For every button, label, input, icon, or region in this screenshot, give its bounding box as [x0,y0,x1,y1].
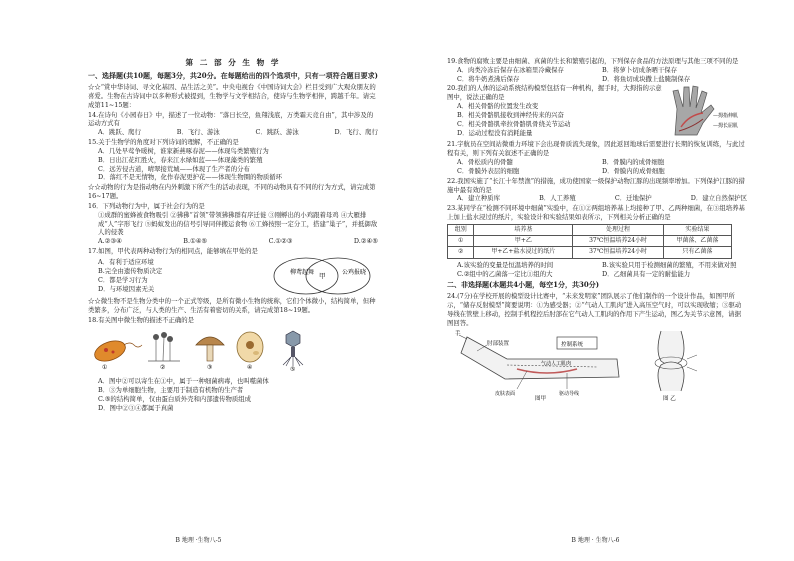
experiment-table [447,224,732,259]
option: A．有利于适应环境 [98,258,154,267]
option: C.⑤的结构简单，仅由蛋白质外壳和内部遗传物质组成 [98,394,252,403]
question-21-options [447,158,747,176]
option: B.①④⑤ [183,237,208,246]
table-cell: 37℃恒温培养24小时 [573,236,663,247]
figure-b-caption: 图 乙 [663,396,676,402]
question-19-options [447,66,747,84]
table-cell: 甲+乙+盐水浸过的纸片 [474,247,573,258]
question-21: 21.宇航员在空间站微重力环境下会出现骨质流失现象，因此返回地球后需要进行长期的恢复训练，与此过程有关，则下列有关叙述不正确的是 [447,140,745,158]
option: A．图中②可以寄生在①中，属于一种细菌病毒，也叫噬菌体 [98,377,269,386]
option: D．与环境因素无关 [98,284,155,293]
table-cell: ② [448,247,474,258]
figure-a-label: 肘部装置 [487,341,510,348]
microbe-label: ② [160,364,166,372]
mold-image [148,332,180,361]
yeast-image [237,332,263,362]
intro-behavior: ☆☆动物的行为是指动物在内外刺激下所产生的活动表现，不同的动物具有不同的行为方式，请完成第16~17题。 [88,183,376,201]
phage-image [283,331,303,366]
table-header: 组别 [448,224,474,235]
microbe-figure [88,327,318,371]
hand-figure [665,83,747,139]
option: B．骨膜内的成骨细胞 [602,158,665,167]
option: C．都是学习行为 [98,275,148,284]
question-20: 20.我们的人体的运动系统结构模型包括有一种机构，握手时，大拇指的示意图中，说法正确的是 [447,84,662,102]
hand-label: —拇指伸肌 [713,113,739,120]
option: B．将萝卜切成条晒干保存 [602,65,677,74]
joint-image [655,331,697,391]
table-cell: 甲+乙 [474,236,573,247]
option: A．相关骨骼的位置发生改变 [457,102,539,111]
part-title: 第 二 部 分 生 物 学 [185,58,281,67]
option: B．飞行、游泳 [176,128,220,137]
option: B．相关骨骼肌接收到神经传来的兴奋 [457,110,564,119]
option: D．将鱼切成块撒上盐腌制保存 [602,74,691,83]
table-header: 处理过程 [573,224,663,235]
option: C．骨膜外表层的细胞 [457,166,520,175]
option: C.②组中的乙菌落一定比①组的大 [457,269,553,278]
venn-diagram [266,256,378,296]
microbe-label: ⑤ [290,366,296,372]
table-cell: 甲菌落、乙菌落 [663,236,731,247]
figure-a-label: 气动人工肌肉 [541,361,572,368]
option: A．几处早莺争暖树，谁家新燕啄春泥——体现鸟类繁殖行为 [98,146,269,155]
option: C．远芳侵古道，晴翠接荒城——体现了生产者的分布 [98,164,250,173]
arm-model-image [459,335,619,389]
venn-right-label: 公鸡报晓 [342,268,367,276]
question-17-options [88,258,266,293]
page-footer: B 地理 ·生物八-5 [175,536,222,544]
figure-a-caption: 图甲 [535,396,547,402]
option: D．飞行、爬行 [334,128,378,137]
option: C．迁地保护 [614,194,652,203]
question-14-options [88,128,378,137]
question-18: 18.有关图中微生物的描述不正确的是 [88,315,195,324]
option: A．建立种质库 [457,194,500,203]
table-cell: 只有乙菌落 [663,247,731,258]
question-22-options [447,194,747,203]
microbe-label: ① [102,364,108,372]
figure-a-label: 控制系统 [561,342,584,349]
question-23: 23.某同学在“检测不同环境中细菌”实验中，在①②两组培养基上均接种了甲、乙两种细菌，在③组培养基上加上盐水浸过的纸片，实验设计和实验结果如表所示，下列相关分析正确的是 [447,204,745,222]
table-header: 实验结果 [663,224,731,235]
option: D．骨膜内的成骨细胞 [602,166,665,175]
option: B.该实验只用于检测细菌的繁殖，不用来做对照 [602,260,737,269]
section-heading: 二、非选择题(本题共4小题，每空1分，共30分) [447,280,600,290]
option: D．运动过程没有消耗能量 [457,128,533,137]
page-footer: B 地理 · 生物八-6 [571,536,620,544]
figure-a-label: 手 [455,331,461,338]
option: D．落红不是无情物，化作春泥更护花——体现生物圈的物质循环 [98,173,283,182]
question-20-text [447,83,665,137]
option: B．③为单细胞生物，主要用于制造有机物的生产者 [98,386,244,394]
table-row [448,247,732,258]
option: A．肉类冷冻后保存在冰箱里冷藏保存 [457,65,564,74]
question-23-options [447,261,747,279]
option: C．跳跃、游泳 [255,128,299,137]
right-page [397,0,794,561]
question-20-block [447,83,747,139]
option: D．乙细菌具有一定的耐盐能力 [602,269,691,278]
question-24-figures [447,329,747,401]
mushroom-image [196,337,224,361]
option: B．日出江花红胜火，春来江水绿如蓝——体现藻类的繁殖 [98,155,263,164]
question-16: 16．下列动物行为中，属于社会行为的是 [88,201,205,210]
option: D.②④⑤ [353,237,378,246]
question-17-block [88,256,378,296]
table-header-row [448,224,732,235]
left-column [88,58,378,412]
question-16-items: ①成群的蜜蜂被食物吸引 ②狒狒“首领”带领狒狒群有序迁徙 ③刚孵出的小鸡跟着母鸡 ④大雁排成“人”字形飞行 ⑤蚂蚁发出的信号引导同伴搬运食物 ⑥工蜂按照一定分工，搭建“巢子”，并抵御敌人的侵袭 [98,210,378,237]
option: A.该实验的变量是恒温培养的时间 [457,260,554,269]
question-24: 24.(7分)在学校开展的模型设计比赛中，“未来发明家”团队展示了他们制作的一个设计作品，如图甲所示，“储存反射模型”简要说明：①为感受器；②“气动人工肌肉”进入高压空气时，可以实现收缩；③驱动导线在管壁上移动，控制手机程控后肘部在它气动人工肌肉的作用下产生运动，图乙为关节示意图，请据图回答。 [447,292,742,327]
intro-microbes: ☆☆微生物不是生物分类中的一个正式等级，是所有微小生物的统称，它们个体微小，结构简单，但种类繁多，分布广泛，与人类的生产、生活有着密切的关系，请完成第18~19题。 [88,296,376,314]
option: C．相关骨骼肌牵拉骨骼肌骨绕关节运动 [457,119,571,128]
option: B．人工养殖 [539,194,576,203]
option: A．跳跃、爬行 [98,128,141,137]
question-16-options [88,237,378,246]
table-row [448,236,732,247]
microbe-label: ③ [207,364,213,372]
option: C．将牛奶煮沸后保存 [457,74,520,83]
hand-label: —拇长屈肌 [713,123,739,130]
option: A.②③④ [98,237,122,246]
hand-image [673,86,714,135]
question-17: 17.如图，甲代表两种动物行为的相同点，能够填在甲处的是 [88,247,258,256]
question-22: 22.我国实施了“长江十年禁渔”的措施，成功使国家一级保护动物江豚的出现频率增加。下列保护江豚的措施中最有效的是 [447,176,745,194]
question-14: 14.在诗句《小园春日》中，描述了一位动物：“落日长空，鱼翔浅底，万类霜天竞自由”，其中涉及的运动方式有 [88,110,374,128]
table-header: 培养基 [474,224,573,235]
option: C.①②③ [268,237,293,246]
option: D．建立自然保护区 [690,194,747,203]
intro-poetry: ☆☆“赏中华诗词、寻文化基因、品生活之美”。中央电视台《中国诗词大会》栏目受到广大观众朋友的喜爱。生物在古诗词中以多种形式被提到，生物学与文学相结合，使诗与生物学相伴，跨越千年。请完成第11~15题： [88,83,376,109]
joint-figure [643,329,703,401]
question-15: 15.关于生物学的角度对下列诗词的理解，不正确的是 [88,138,239,147]
table-cell: ① [448,236,474,247]
venn-left-label: 柳鸢起舞 [290,268,315,276]
figure-a-label: 驱动导线 [559,391,580,398]
section-heading: 一、选择题(共10题，每题3分，共20分。在每题给出的四个选项中，只有一项符合题目要求) [88,71,378,81]
question-19: 19.食物的腐败主要是由细菌、真菌的生长和繁殖引起的，下列保存食品的方法原理与其他三项不同的是 [447,57,739,65]
table-cell: 37℃恒温培养24小时 [573,247,663,258]
option: D．图中②③④都属于真菌 [98,403,174,412]
arm-model-figure [447,329,637,401]
microbe-label: ④ [247,364,253,372]
option: B.完全由遗传物质决定 [98,267,163,276]
bacterium-image [92,337,142,365]
option: A．骨松质内的骨髓 [457,158,513,167]
venn-middle-label: 甲 [319,271,326,280]
right-column [447,56,747,401]
figure-a-label: 皮肤表面 [495,391,516,398]
